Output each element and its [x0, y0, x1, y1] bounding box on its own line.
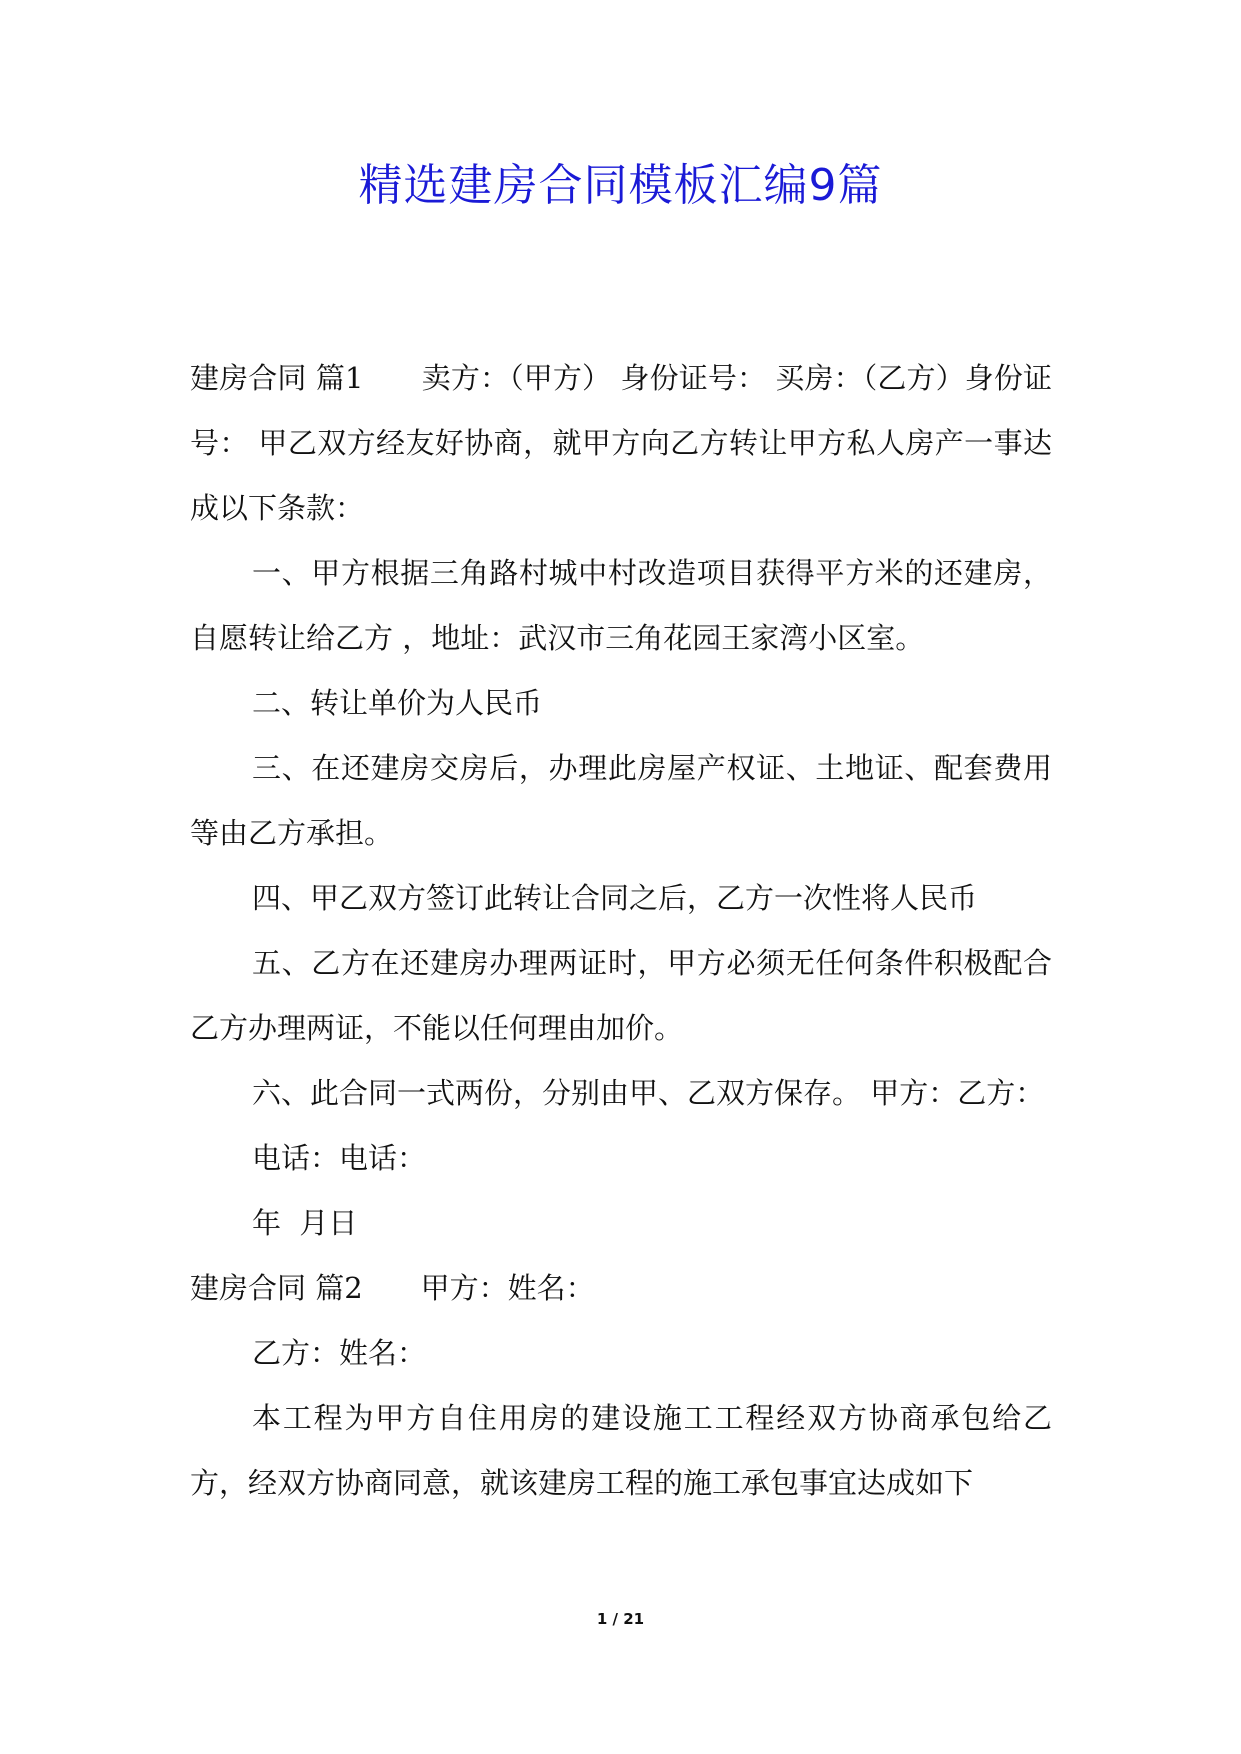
paragraph-4: 三、在还建房交房后，办理此房屋产权证、土地证、配套费用等由乙方承担。 — [190, 751, 1052, 850]
paragraph-11: 乙方：姓名： — [252, 1336, 427, 1370]
paragraph-12: 本工程为甲方自住用房的建设施工工程经双方协商承包给乙方，经双方协商同意，就该建房工程的施工承包事宜达成如下 — [190, 1401, 1052, 1500]
paragraph-7: 六、此合同一式两份，分别由甲、乙双方保存。 甲方：乙方： — [252, 1076, 1045, 1110]
paragraph-9: 年 月日 — [252, 1206, 358, 1240]
document-body — [190, 346, 1052, 1516]
paragraph-3: 二、转让单价为人民币 — [252, 686, 543, 720]
paragraph-8: 电话：电话： — [252, 1141, 427, 1175]
paragraph-5: 四、甲乙双方签订此转让合同之后，乙方一次性将人民币 — [252, 881, 978, 915]
paragraph-6: 五、乙方在还建房办理两证时，甲方必须无任何条件积极配合乙方办理两证，不能以任何理由加价。 — [190, 946, 1052, 1045]
document-title: 精选建房合同模板汇编9篇 — [358, 160, 883, 211]
paragraph-1: 建房合同 篇1 卖方：（甲方） 身份证号： 买房：（乙方）身份证号： 甲乙双方经友好协商，就甲方向乙方转让甲方私人房产一事达成以下条款： — [190, 361, 1052, 525]
paragraph-2: 一、甲方根据三角路村城中村改造项目获得平方米的还建房，自愿转让给乙方 ，地址：武汉市三角花园王家湾小区室。 — [190, 556, 1052, 655]
page-number: 1 / 21 — [596, 1610, 645, 1628]
paragraph-10: 建房合同 篇2 甲方：姓名： — [190, 1271, 595, 1305]
